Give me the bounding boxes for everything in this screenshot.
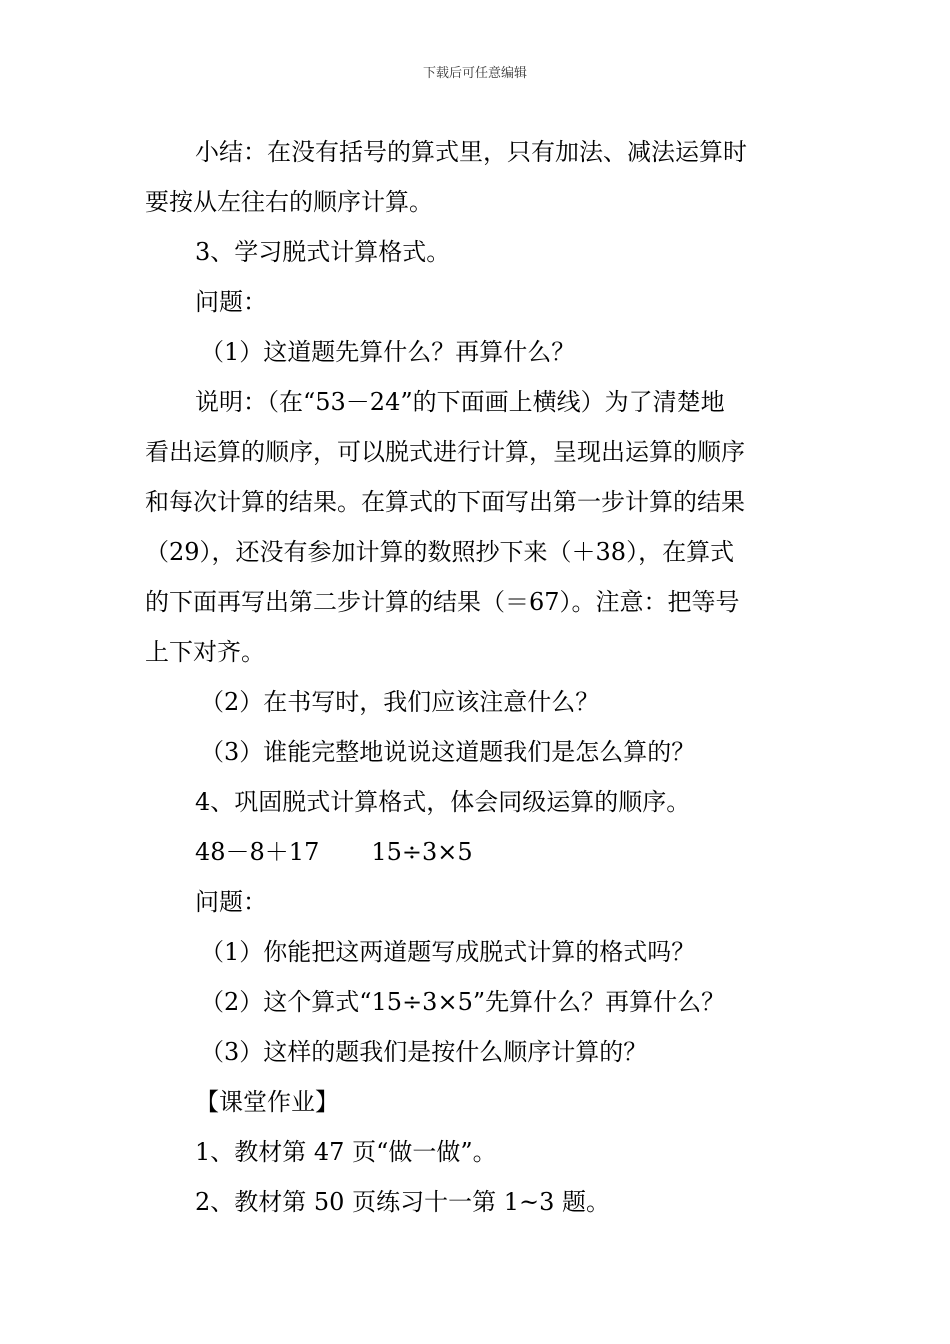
question-item: （2）这个算式“15÷3×5”先算什么？再算什么？ — [200, 988, 726, 1016]
explanation-line-5: 的下面再写出第二步计算的结果（＝67）。注意：把等号 — [145, 588, 740, 616]
question-label: 问题： — [195, 288, 267, 316]
expression-2: 15÷3×5 — [371, 838, 473, 866]
explanation-line-3: 和每次计算的结果。在算式的下面写出第一步计算的结果 — [145, 488, 745, 516]
document-body — [145, 127, 815, 1227]
question-item: （1）你能把这两道题写成脱式计算的格式吗？ — [200, 938, 696, 966]
summary-line-2: 要按从左往右的顺序计算。 — [145, 188, 433, 216]
homework-item: 2、教材第 50 页练习十一第 1~3 题。 — [195, 1188, 610, 1216]
question-item: （2）在书写时，我们应该注意什么？ — [200, 688, 600, 716]
question-item: （1）这道题先算什么？再算什么？ — [200, 338, 576, 366]
question-item: （3）这样的题我们是按什么顺序计算的？ — [200, 1038, 648, 1066]
explanation-line-1: 说明：（在“53－24”的下面画上横线）为了清楚地 — [195, 388, 725, 416]
question-label: 问题： — [195, 888, 267, 916]
question-item: （3）谁能完整地说说这道题我们是怎么算的？ — [200, 738, 696, 766]
explanation-line-2: 看出运算的顺序，可以脱式进行计算，呈现出运算的顺序 — [145, 438, 745, 466]
homework-item: 1、教材第 47 页“做一做”。 — [195, 1138, 497, 1166]
homework-title: 【课堂作业】 — [195, 1088, 339, 1116]
explanation-line-6: 上下对齐。 — [145, 638, 265, 666]
header-watermark: 下载后可任意编辑 — [422, 66, 527, 81]
expression-row — [145, 827, 815, 877]
summary-line-1: 小结：在没有括号的算式里，只有加法、减法运算时 — [195, 138, 747, 166]
explanation-line-4: （29），还没有参加计算的数照抄下来（＋38），在算式 — [145, 538, 735, 566]
section-4-title: 4、巩固脱式计算格式，体会同级运算的顺序。 — [195, 788, 691, 816]
expression-1: 48－8＋17 — [195, 838, 320, 866]
section-3-title: 3、学习脱式计算格式。 — [195, 238, 451, 266]
